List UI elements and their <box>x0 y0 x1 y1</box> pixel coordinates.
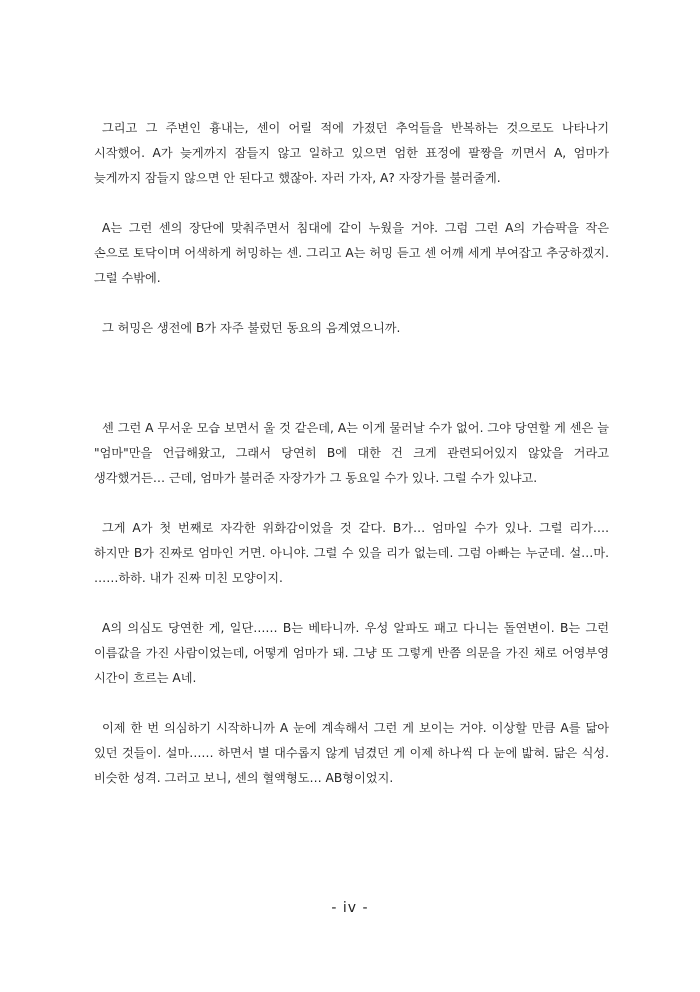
paragraph: 센 그런 A 무서운 모습 보면서 울 것 같은데, A는 이게 물러날 수가 없어. 그야 당연할 게 센은 늘 "엄마"만을 언급해왔고, 그래서 당연히 B에 대한 건 크게 관련되어있지 않았을 거라고 생각했거든… 근데, 엄마가 불러준 자장가가 그 동요일 수가 있나. 그럴 수가 있냐고. <box>94 421 609 485</box>
paragraph: 이제 한 번 의심하기 시작하니까 A 눈에 계속해서 그런 게 보이는 거야. 이상할 만큼 A를 닮아 있던 것들이. 설마…… 하면서 별 대수롭지 않게 넘겼던 게 이제 하나씩 다 눈에 밟혀. 닮은 식성. 비슷한 성격. 그러고 보니, 센의 혈액형도… AB형이었지. <box>94 721 609 785</box>
body-text <box>94 116 609 816</box>
paragraph: 그 허밍은 생전에 B가 자주 불렀던 동요의 음계였으니까. <box>102 321 401 335</box>
page-number: - iv - <box>331 900 369 916</box>
paragraph: 그리고 그 주변인 흉내는, 센이 어릴 적에 가졌던 추억들을 반복하는 것으로도 나타나기 시작했어. A가 늦게까지 잠들지 않고 일하고 있으면 엄한 표정에 팔짱을 끼면서 A, 엄마가 늦게까지 잠들지 않으면 안 된다고 했잖아. 자러 가자, A? 자장가를 불러줄게. <box>94 121 609 185</box>
paragraph: A는 그런 센의 장단에 맞춰주면서 침대에 같이 누웠을 거야. 그럼 그런 A의 가슴팍을 작은 손으로 토닥이며 어색하게 허밍하는 센. 그리고 A는 허밍 듣고 센 어깨 세게 부여잡고 추궁하겠지. 그럴 수밖에. <box>94 221 609 285</box>
paragraph: 그게 A가 첫 번째로 자각한 위화감이었을 것 같다. B가… 엄마일 수가 있나. 그럴 리가…. 하지만 B가 진짜로 엄마인 거면. 아니야. 그럴 수 있을 리가 없는데. 그럼 아빠는 누군데. 설…마. ……하하. 내가 진짜 미친 모양이지. <box>94 521 609 585</box>
paragraph: A의 의심도 당연한 게, 일단…… B는 베타니까. 우성 알파도 패고 다니는 돌연변이. B는 그런 이름값을 가진 사람이었는데, 어떻게 엄마가 돼. 그냥 또 그렇게 반쯤 의문을 가진 채로 어영부영 시간이 흐르는 A네. <box>94 621 609 685</box>
